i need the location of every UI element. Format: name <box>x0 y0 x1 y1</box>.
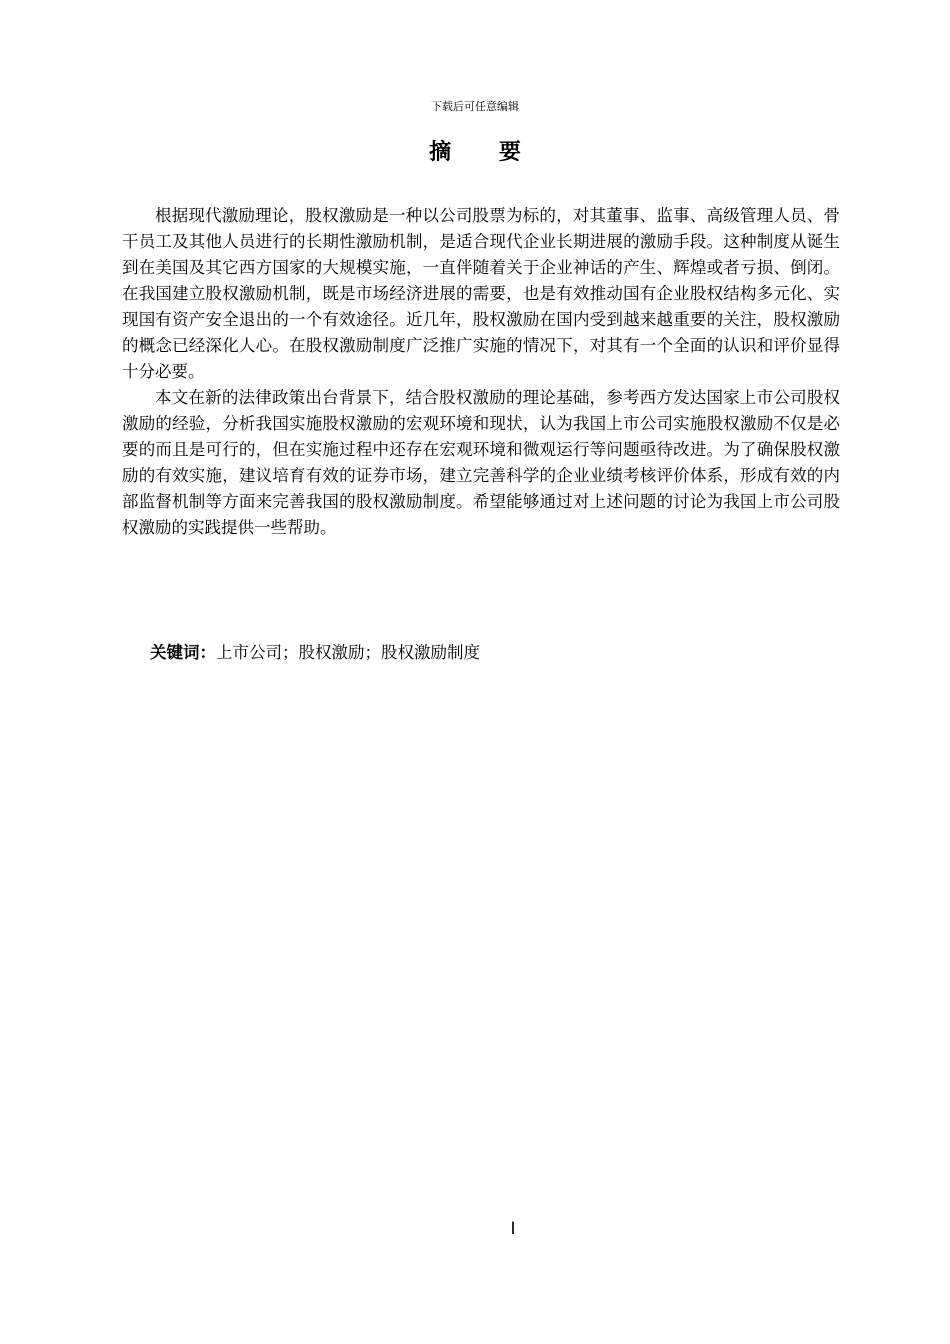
page-number: I <box>510 1219 516 1239</box>
keywords-line <box>150 640 480 666</box>
keywords-value: 上市公司；股权激励；股权激励制度 <box>216 643 480 662</box>
abstract-body <box>122 203 840 541</box>
abstract-paragraph-1: 根据现代激励理论，股权激励是一种以公司股票为标的，对其董事、监事、高级管理人员、骨干员工及其他人员进行的长期性激励机制，是适合现代企业长期进展的激励手段。这种制度从诞生到在美国及其它西方国家的大规模实施，一直伴随着关于企业神话的产生、辉煌或者亏损、倒闭。在我国建立股权激励机制，既是市场经济进展的需要，也是有效推动国有企业股权结构多元化、实现国有资产安全退出的一个有效途径。近几年，股权激励在国内受到越来越重要的关注，股权激励的概念已经深化人心。在股权激励制度广泛推广实施的情况下，对其有一个全面的认识和评价显得十分必要。 <box>122 206 840 381</box>
abstract-paragraph-2: 本文在新的法律政策出台背景下，结合股权激励的理论基础，参考西方发达国家上市公司股权激励的经验，分析我国实施股权激励的宏观环境和现状，认为我国上市公司实施股权激励不仅是必要的而且是可行的，但在实施过程中还存在宏观环境和微观运行等问题亟待改进。为了确保股权激励的有效实施，建议培育有效的证券市场，建立完善科学的企业业绩考核评价体系，形成有效的内部监督机制等方面来完善我国的股权激励制度。希望能够通过对上述问题的讨论为我国上市公司股权激励的实践提供一些帮助。 <box>122 388 840 537</box>
header-note: 下载后可任意编辑 <box>431 100 519 113</box>
keywords-label: 关键词： <box>150 643 216 662</box>
abstract-title: 摘 要 <box>429 140 541 165</box>
